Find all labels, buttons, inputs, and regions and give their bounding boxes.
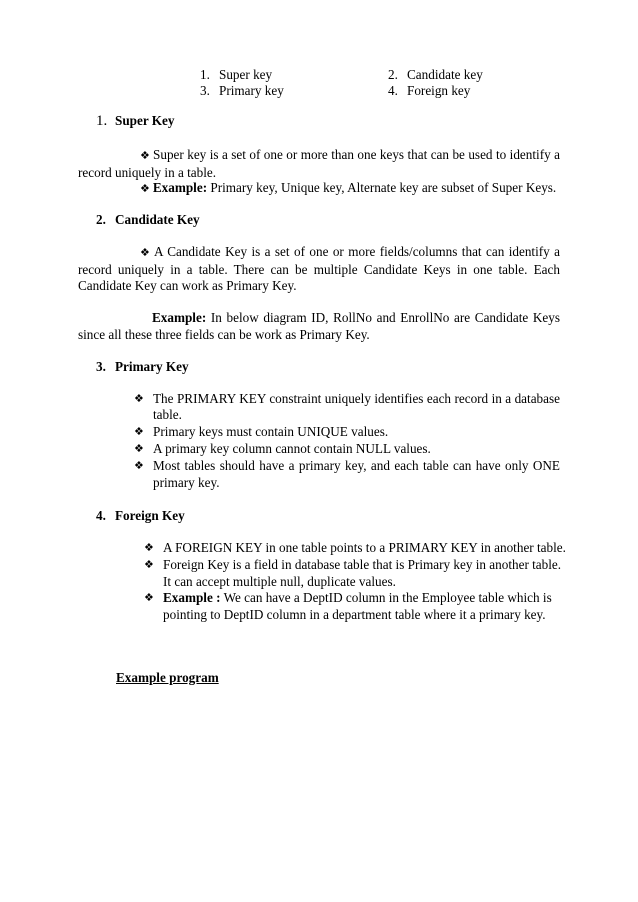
diamond-bullet-icon: ❖ xyxy=(144,591,154,604)
diamond-bullet-icon: ❖ xyxy=(144,558,154,571)
toc-label: Candidate key xyxy=(407,67,483,82)
point-text xyxy=(163,590,564,623)
super-key-definition xyxy=(78,147,560,181)
point-text: A FOREIGN KEY in one table points to a PRIMARY KEY in another table. xyxy=(163,540,566,555)
para-line xyxy=(78,310,560,327)
diamond-bullet-icon: ❖ xyxy=(134,392,144,405)
point-text: A primary key column cannot contain NULL values. xyxy=(153,441,431,456)
para-line xyxy=(78,244,560,262)
point-text xyxy=(163,557,564,590)
primary-key-point-source xyxy=(134,391,560,424)
example-label: Example: xyxy=(152,180,208,195)
toc-item-foreign-key xyxy=(388,83,470,100)
candidate-key-example xyxy=(78,310,560,343)
candidate-key-definition xyxy=(78,244,560,295)
primary-key-point-source xyxy=(134,458,560,491)
para-line: record uniquely in a table. xyxy=(78,164,217,180)
heading-super-key xyxy=(96,113,174,130)
diamond-bullet-icon: ❖ xyxy=(134,425,144,438)
primary-key-point-continuation: table. xyxy=(153,407,182,422)
para-line: Foreign Key is a field in database table that is Primary key in another table. xyxy=(163,557,562,572)
para-text: Super key is a set of one or more than one keys that can be used to identify a xyxy=(153,147,560,162)
point-text: Primary keys must contain UNIQUE values. xyxy=(153,424,389,439)
para-line: since all these three fields can be work as Primary Key. xyxy=(78,326,370,342)
super-key-example xyxy=(140,180,556,198)
heading-foreign-key xyxy=(96,508,185,525)
diamond-bullet-icon: ❖ xyxy=(144,541,154,554)
toc-label: Primary key xyxy=(219,83,284,98)
toc-item-super-key xyxy=(200,67,272,84)
para-line xyxy=(78,147,560,165)
heading-title: Candidate Key xyxy=(115,212,200,227)
para-line: primary key. xyxy=(153,474,220,490)
heading-number: 4. xyxy=(96,508,106,523)
example-label: Example : xyxy=(163,590,221,605)
toc-number: 4. xyxy=(388,83,398,98)
diamond-bullet-icon: ❖ xyxy=(140,182,150,195)
toc-number: 1. xyxy=(200,67,210,82)
para-line: record uniquely in a table. There can be multiple Candidate Keys in one table. Each xyxy=(78,261,560,277)
heading-number: 2. xyxy=(96,212,106,227)
primary-key-point xyxy=(134,424,560,441)
foreign-key-point xyxy=(144,540,564,557)
example-text: Primary key, Unique key, Alternate key are subset of Super Keys. xyxy=(207,180,557,195)
foreign-key-point xyxy=(144,557,564,590)
para-line: The PRIMARY KEY constraint uniquely identifies each record in a database xyxy=(153,391,560,406)
foreign-key-point xyxy=(144,590,564,623)
primary-key-point xyxy=(134,441,560,458)
diamond-bullet-icon: ❖ xyxy=(140,149,151,162)
para-line: It can accept multiple null, duplicate values. xyxy=(163,573,396,589)
heading-primary-key xyxy=(96,359,189,376)
para-text: A Candidate Key is a set of one or more fields/columns that can identify a xyxy=(153,244,560,259)
heading-title: Super Key xyxy=(115,113,175,128)
heading-number: 1. xyxy=(96,113,108,129)
toc-label: Foreign key xyxy=(407,83,471,98)
toc-item-primary-key xyxy=(200,83,284,100)
para-line: pointing to DeptID column in a department table where it a primary key. xyxy=(163,606,546,622)
toc-item-candidate-key xyxy=(388,67,483,84)
example-program-heading: Example program xyxy=(116,670,219,685)
diamond-bullet-icon: ❖ xyxy=(134,442,144,455)
heading-title: Primary Key xyxy=(115,359,189,374)
para-line xyxy=(163,590,564,607)
diamond-bullet-icon: ❖ xyxy=(140,246,151,259)
heading-candidate-key xyxy=(96,212,200,229)
toc-number: 2. xyxy=(388,67,398,82)
toc-label: Super key xyxy=(219,67,273,82)
example-text: We can have a DeptID column in the Employee table which is xyxy=(220,590,552,605)
toc-number: 3. xyxy=(200,83,210,98)
para-line: Most tables should have a primary key, and each table can have only ONE xyxy=(153,458,560,473)
heading-title: Foreign Key xyxy=(115,508,185,523)
example-label: Example: xyxy=(152,310,207,325)
diamond-bullet-icon: ❖ xyxy=(134,459,144,472)
para-line: Candidate Key can work as Primary Key. xyxy=(78,278,297,293)
heading-number: 3. xyxy=(96,359,106,374)
example-text: In below diagram ID, RollNo and EnrollNo are Candidate Keys xyxy=(206,310,560,325)
